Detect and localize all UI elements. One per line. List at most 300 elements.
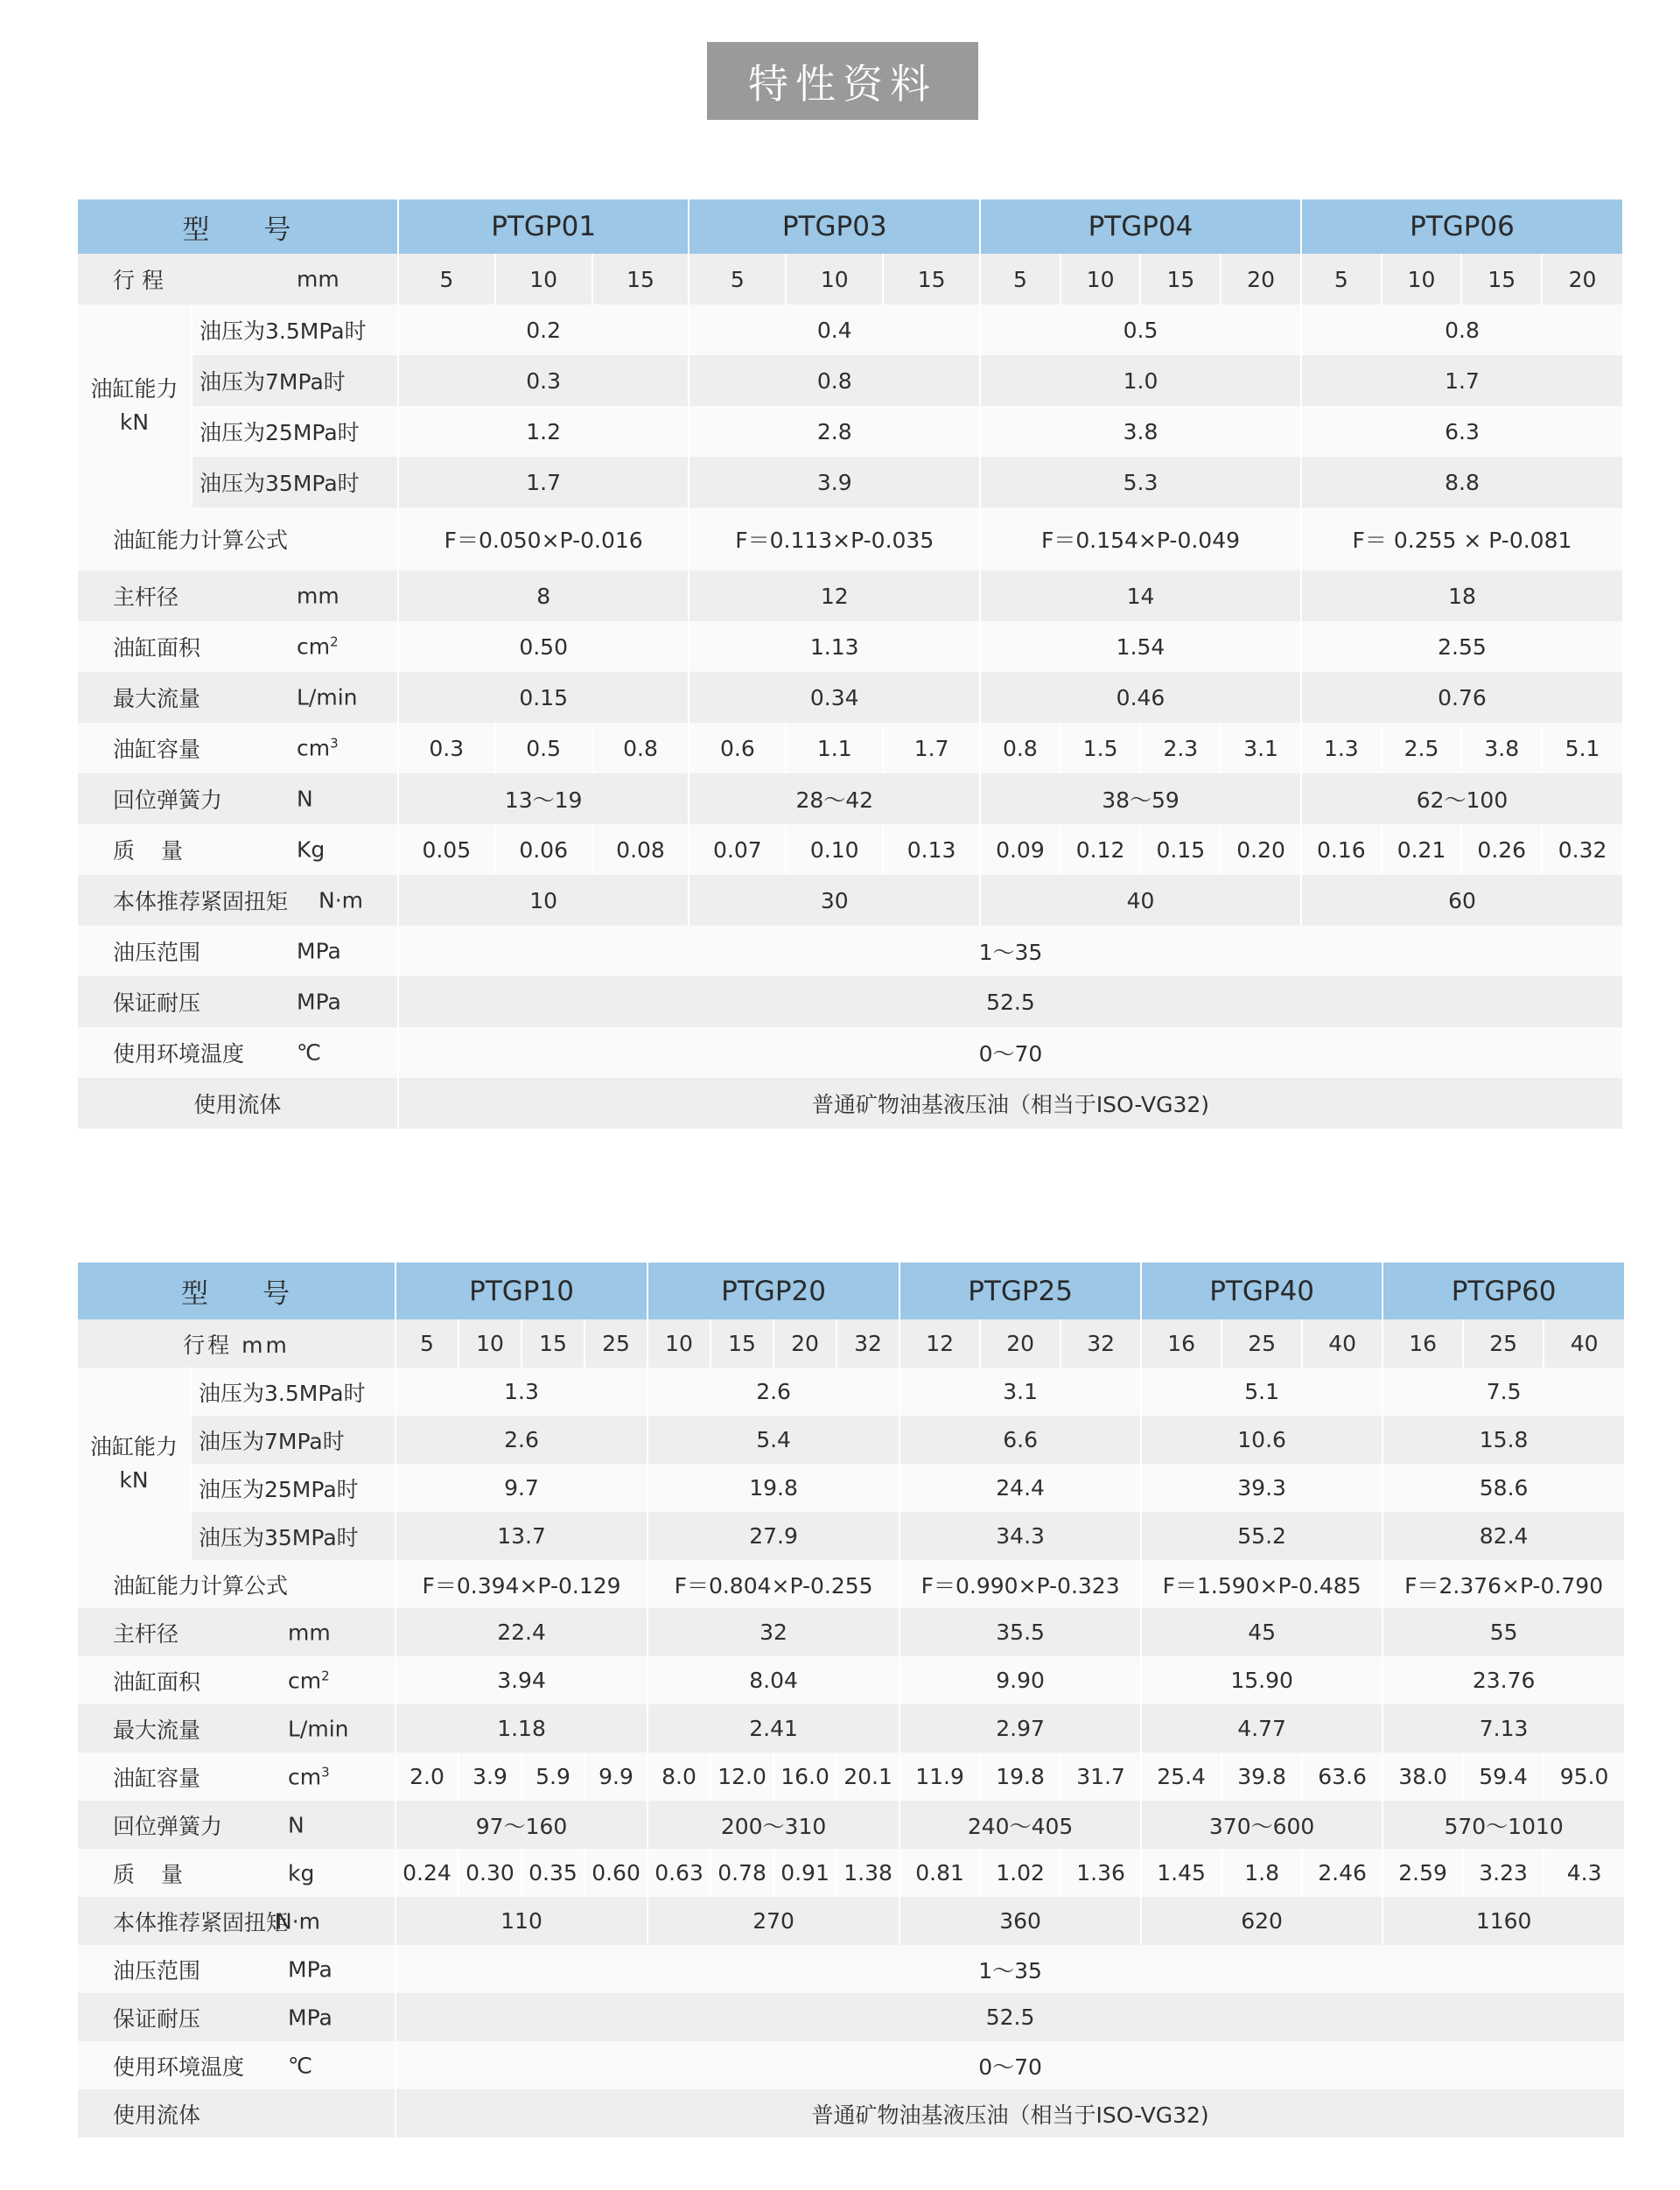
temperature-label-text: 使用环境温度 — [113, 2054, 245, 2080]
fluid-value: 普通矿物油基液压油（相当于ISO-VG32) — [398, 1078, 1622, 1129]
mass-value: 0.05 — [398, 824, 495, 875]
mass-value: 0.08 — [592, 824, 690, 875]
force-value: 1.0 — [980, 355, 1301, 406]
force-label — [78, 1368, 191, 1560]
force-unit: kN — [119, 1467, 149, 1493]
proof-pressure-row — [78, 1993, 1624, 2041]
stroke-value: 16 — [1141, 1319, 1222, 1368]
model-header-row — [78, 1263, 1624, 1319]
stroke-value: 5 — [396, 1319, 458, 1368]
pressure-condition: 油压为35MPa时 — [191, 1512, 396, 1560]
proof-pressure-unit: MPa — [297, 989, 341, 1015]
formula-row — [78, 1560, 1624, 1608]
proof-pressure-label-text: 保证耐压 — [113, 990, 201, 1016]
capacity-value: 38.0 — [1382, 1753, 1463, 1801]
pressure-range-label-text: 油压范围 — [113, 1957, 201, 1984]
spring-force-value: 62～100 — [1301, 773, 1622, 824]
temperature-label — [78, 2041, 396, 2089]
proof-pressure-value: 52.5 — [396, 1993, 1624, 2041]
torque-value: 360 — [900, 1897, 1141, 1945]
rod-diameter-value: 22.4 — [396, 1608, 648, 1656]
temperature-row — [78, 1027, 1622, 1078]
force-value: 19.8 — [648, 1464, 900, 1512]
torque-value: 40 — [980, 875, 1301, 926]
mass-row — [78, 1849, 1624, 1897]
capacity-value: 2.0 — [396, 1753, 458, 1801]
model-PTGP40: PTGP40 — [1141, 1263, 1382, 1319]
force-value: 1.3 — [396, 1368, 648, 1416]
capacity-value: 59.4 — [1463, 1753, 1544, 1801]
mass-value: 1.02 — [980, 1849, 1060, 1897]
spec-table-1 — [78, 199, 1622, 1129]
capacity-label — [78, 1753, 396, 1801]
force-row — [78, 304, 1622, 355]
force-value: 8.8 — [1301, 457, 1622, 507]
model-header-row — [78, 199, 1622, 254]
stroke-unit: mm — [297, 266, 340, 292]
stroke-value: 10 — [495, 254, 592, 304]
stroke-value: 5 — [398, 254, 495, 304]
mass-value: 0.10 — [786, 824, 883, 875]
torque-value: 1160 — [1382, 1897, 1624, 1945]
mass-unit: Kg — [297, 836, 326, 863]
formula-value: F＝ 0.255 × P-0.081 — [1301, 507, 1622, 570]
torque-label-text: 本体推荐紧固扭矩 — [113, 1909, 289, 1935]
temperature-row — [78, 2041, 1624, 2089]
stroke-value: 20 — [980, 1319, 1060, 1368]
pressure-range-label — [78, 1945, 396, 1993]
stroke-value: 15 — [883, 254, 980, 304]
proof-pressure-unit: MPa — [288, 2005, 332, 2030]
rod-diameter-value: 45 — [1141, 1608, 1382, 1656]
stroke-value: 5 — [689, 254, 786, 304]
pressure-condition: 油压为7MPa时 — [192, 355, 398, 406]
pressure-range-value: 1～35 — [398, 926, 1622, 976]
mass-value: 0.26 — [1461, 824, 1542, 875]
model-label-char-2: 号 — [262, 1278, 291, 1310]
rod-diameter-label — [78, 570, 398, 621]
capacity-label — [78, 723, 398, 773]
model-PTGP20: PTGP20 — [648, 1263, 900, 1319]
formula-value: F＝0.113×P-0.035 — [689, 507, 980, 570]
spring-force-value: 28～42 — [689, 773, 980, 824]
formula-value: F＝0.394×P-0.129 — [396, 1560, 648, 1608]
spring-force-unit: N — [288, 1812, 304, 1837]
force-label — [78, 304, 192, 507]
force-value: 5.4 — [648, 1416, 900, 1464]
stroke-label: 行程 mm — [78, 1319, 396, 1368]
pressure-condition: 油压为35MPa时 — [192, 457, 398, 507]
capacity-row — [78, 1753, 1624, 1801]
mass-value: 0.12 — [1060, 824, 1141, 875]
temperature-value: 0～70 — [396, 2041, 1624, 2089]
pressure-range-unit: MPa — [297, 938, 341, 964]
mass-value: 0.15 — [1140, 824, 1221, 875]
formula-label: 油缸能力计算公式 — [78, 507, 398, 570]
capacity-value: 0.6 — [689, 723, 786, 773]
capacity-value: 1.3 — [1301, 723, 1382, 773]
force-value: 0.8 — [1301, 304, 1622, 355]
model-PTGP25: PTGP25 — [900, 1263, 1141, 1319]
spec-table-2 — [78, 1263, 1624, 2138]
spring-force-value: 370～600 — [1141, 1801, 1382, 1849]
capacity-value: 95.0 — [1544, 1753, 1624, 1801]
mass-value: 0.35 — [522, 1849, 584, 1897]
spring-force-label — [78, 773, 398, 824]
force-row — [78, 1464, 1624, 1512]
force-value: 6.3 — [1301, 406, 1622, 457]
model-PTGP04: PTGP04 — [980, 199, 1301, 254]
mass-value: 4.3 — [1544, 1849, 1624, 1897]
stroke-value: 32 — [836, 1319, 900, 1368]
stroke-value: 10 — [786, 254, 883, 304]
torque-value: 30 — [689, 875, 980, 926]
mass-value: 3.23 — [1463, 1849, 1544, 1897]
pressure-condition: 油压为25MPa时 — [192, 406, 398, 457]
capacity-value: 0.3 — [398, 723, 495, 773]
stroke-value: 5 — [980, 254, 1060, 304]
cylinder-area-value: 23.76 — [1382, 1656, 1624, 1704]
force-row — [78, 1368, 1624, 1416]
max-flow-value: 0.34 — [689, 672, 980, 723]
cylinder-area-value: 2.55 — [1301, 621, 1622, 672]
cylinder-area-label-text: 油缸面积 — [113, 635, 201, 661]
capacity-value: 2.5 — [1382, 723, 1462, 773]
torque-label — [78, 875, 398, 926]
formula-label: 油缸能力计算公式 — [78, 1560, 396, 1608]
force-value: 0.2 — [398, 304, 690, 355]
force-row — [78, 355, 1622, 406]
proof-pressure-row — [78, 976, 1622, 1027]
capacity-row — [78, 723, 1622, 773]
capacity-value: 9.9 — [584, 1753, 648, 1801]
torque-label-text: 本体推荐紧固扭矩 — [113, 889, 289, 914]
force-value: 3.8 — [980, 406, 1301, 457]
force-row — [78, 406, 1622, 457]
force-value: 9.7 — [396, 1464, 648, 1512]
capacity-unit: $cm^3$ — [288, 1763, 330, 1790]
force-value: 7.5 — [1382, 1368, 1624, 1416]
stroke-value: 10 — [1060, 254, 1141, 304]
capacity-value: 19.8 — [980, 1753, 1060, 1801]
stroke-value: 10 — [458, 1319, 522, 1368]
force-value: 5.3 — [980, 457, 1301, 507]
stroke-value: 10 — [648, 1319, 710, 1368]
cylinder-area-unit: $cm^2$ — [297, 633, 339, 660]
formula-value: F＝1.590×P-0.485 — [1141, 1560, 1382, 1608]
torque-value: 620 — [1141, 1897, 1382, 1945]
force-value: 39.3 — [1141, 1464, 1382, 1512]
temperature-label — [78, 1027, 398, 1078]
cylinder-area-unit: $cm^2$ — [288, 1667, 330, 1694]
capacity-value: 20.1 — [836, 1753, 900, 1801]
capacity-value: 5.1 — [1542, 723, 1622, 773]
capacity-value: 25.4 — [1141, 1753, 1222, 1801]
force-value: 34.3 — [900, 1512, 1141, 1560]
mass-value: 0.30 — [458, 1849, 522, 1897]
max-flow-value: 0.46 — [980, 672, 1301, 723]
max-flow-unit: L/min — [297, 684, 358, 710]
stroke-value: 10 — [1382, 254, 1462, 304]
stroke-value: 16 — [1382, 1319, 1463, 1368]
force-value: 6.6 — [900, 1416, 1141, 1464]
spring-force-value: 97～160 — [396, 1801, 648, 1849]
mass-label — [78, 1849, 396, 1897]
force-value: 0.3 — [398, 355, 690, 406]
cylinder-area-label — [78, 621, 398, 672]
proof-pressure-label-text: 保证耐压 — [113, 2005, 201, 2032]
formula-value: F＝0.154×P-0.049 — [980, 507, 1301, 570]
stroke-value: 40 — [1302, 1319, 1382, 1368]
stroke-value: 15 — [1461, 254, 1542, 304]
rod-diameter-value: 55 — [1382, 1608, 1624, 1656]
mass-value: 0.20 — [1221, 824, 1301, 875]
model-PTGP06: PTGP06 — [1301, 199, 1622, 254]
capacity-value: 39.8 — [1222, 1753, 1302, 1801]
mass-value: 2.46 — [1302, 1849, 1382, 1897]
capacity-value: 8.0 — [648, 1753, 710, 1801]
max-flow-value: 1.18 — [396, 1704, 648, 1753]
stroke-label — [78, 254, 398, 304]
stroke-value: 15 — [522, 1319, 584, 1368]
force-value: 2.6 — [648, 1368, 900, 1416]
torque-value: 10 — [398, 875, 690, 926]
mass-value: 1.36 — [1060, 1849, 1141, 1897]
max-flow-value: 2.41 — [648, 1704, 900, 1753]
page-title: 特性资料 — [707, 42, 978, 120]
cylinder-area-row — [78, 1656, 1624, 1704]
spring-force-label-text: 回位弹簧力 — [113, 787, 223, 813]
capacity-value: 31.7 — [1060, 1753, 1141, 1801]
rod-diameter-label-text: 主杆径 — [113, 584, 179, 610]
proof-pressure-label — [78, 976, 398, 1027]
force-value: 0.4 — [689, 304, 980, 355]
torque-value: 270 — [648, 1897, 900, 1945]
cylinder-area-value: 1.13 — [689, 621, 980, 672]
stroke-value: 32 — [1060, 1319, 1141, 1368]
force-value: 3.1 — [900, 1368, 1141, 1416]
pressure-range-unit: MPa — [288, 1956, 332, 1982]
pressure-condition: 油压为3.5MPa时 — [192, 304, 398, 355]
mass-label-text: 质量 — [113, 838, 210, 864]
force-value: 2.8 — [689, 406, 980, 457]
capacity-value: 12.0 — [710, 1753, 774, 1801]
max-flow-row — [78, 672, 1622, 723]
force-value: 27.9 — [648, 1512, 900, 1560]
stroke-value: 20 — [1542, 254, 1622, 304]
fluid-value: 普通矿物油基液压油（相当于ISO-VG32) — [396, 2089, 1624, 2138]
rod-diameter-label-text: 主杆径 — [113, 1620, 179, 1647]
capacity-value: 1.7 — [883, 723, 980, 773]
capacity-value: 1.1 — [786, 723, 883, 773]
mass-value: 1.38 — [836, 1849, 900, 1897]
temperature-value: 0～70 — [398, 1027, 1622, 1078]
model-PTGP10: PTGP10 — [396, 1263, 648, 1319]
stroke-value: 15 — [1140, 254, 1221, 304]
pressure-range-label — [78, 926, 398, 976]
cylinder-area-value: 0.50 — [398, 621, 690, 672]
mass-unit: kg — [288, 1860, 315, 1886]
fluid-label: 使用流体 — [78, 1078, 398, 1129]
spring-force-value: 200～310 — [648, 1801, 900, 1849]
stroke-value: 15 — [710, 1319, 774, 1368]
fluid-row — [78, 1078, 1622, 1129]
mass-value: 0.21 — [1382, 824, 1462, 875]
torque-unit: N·m — [318, 887, 364, 913]
rod-diameter-unit: mm — [288, 1620, 331, 1645]
capacity-value: 1.5 — [1060, 723, 1141, 773]
stroke-value: 25 — [1222, 1319, 1302, 1368]
force-value: 1.2 — [398, 406, 690, 457]
model-label-char-2: 号 — [263, 213, 293, 246]
max-flow-unit: L/min — [288, 1716, 349, 1741]
capacity-value: 3.8 — [1461, 723, 1542, 773]
capacity-value: 11.9 — [900, 1753, 980, 1801]
force-label-text: 油缸能力 — [89, 1434, 178, 1459]
rod-diameter-value: 8 — [398, 570, 690, 621]
force-value: 1.7 — [1301, 355, 1622, 406]
spring-force-unit: N — [297, 786, 313, 812]
capacity-value: 2.3 — [1140, 723, 1221, 773]
force-value: 0.8 — [689, 355, 980, 406]
stroke-value: 40 — [1544, 1319, 1624, 1368]
rod-diameter-value: 18 — [1301, 570, 1622, 621]
cylinder-area-value: 3.94 — [396, 1656, 648, 1704]
max-flow-value: 7.13 — [1382, 1704, 1624, 1753]
cylinder-area-value: 9.90 — [900, 1656, 1141, 1704]
spring-force-value: 570～1010 — [1382, 1801, 1624, 1849]
rod-diameter-unit: mm — [297, 583, 340, 609]
force-value: 10.6 — [1141, 1416, 1382, 1464]
cylinder-area-value: 1.54 — [980, 621, 1301, 672]
proof-pressure-label — [78, 1993, 396, 2041]
mass-value: 0.13 — [883, 824, 980, 875]
pressure-condition: 油压为3.5MPa时 — [191, 1368, 396, 1416]
torque-row — [78, 1897, 1624, 1945]
torque-value: 110 — [396, 1897, 648, 1945]
mass-value: 0.32 — [1542, 824, 1622, 875]
stroke-value: 12 — [900, 1319, 980, 1368]
model-PTGP03: PTGP03 — [689, 199, 980, 254]
force-value: 15.8 — [1382, 1416, 1624, 1464]
rod-diameter-row — [78, 570, 1622, 621]
formula-row — [78, 507, 1622, 570]
mass-value: 0.60 — [584, 1849, 648, 1897]
cylinder-area-unit-exponent: 2 — [321, 1667, 330, 1683]
capacity-label-text: 油缸容量 — [113, 737, 201, 762]
pressure-condition: 油压为25MPa时 — [191, 1464, 396, 1512]
mass-value: 0.07 — [689, 824, 786, 875]
mass-value: 0.24 — [396, 1849, 458, 1897]
force-label-text: 油缸能力 — [90, 376, 178, 402]
capacity-value: 63.6 — [1302, 1753, 1382, 1801]
mass-label — [78, 824, 398, 875]
capacity-value: 3.1 — [1221, 723, 1301, 773]
fluid-label: 使用流体 — [78, 2089, 396, 2138]
pressure-range-label-text: 油压范围 — [113, 940, 201, 965]
mass-value: 2.59 — [1382, 1849, 1463, 1897]
force-unit: kN — [119, 409, 150, 435]
proof-pressure-value: 52.5 — [398, 976, 1622, 1027]
rod-diameter-value: 14 — [980, 570, 1301, 621]
spring-force-label — [78, 1801, 396, 1849]
pressure-condition: 油压为7MPa时 — [191, 1416, 396, 1464]
temperature-label-text: 使用环境温度 — [113, 1041, 245, 1067]
force-value: 13.7 — [396, 1512, 648, 1560]
stroke-value: 20 — [774, 1319, 836, 1368]
force-value: 55.2 — [1141, 1512, 1382, 1560]
temperature-unit: ℃ — [288, 2053, 313, 2078]
model-PTGP01: PTGP01 — [398, 199, 690, 254]
model-PTGP60: PTGP60 — [1382, 1263, 1624, 1319]
mass-value: 1.8 — [1222, 1849, 1302, 1897]
pressure-range-row — [78, 926, 1622, 976]
model-label-char-1: 型 — [182, 213, 212, 246]
stroke-label-text: 行程 — [113, 268, 172, 293]
mass-label-text: 质量 — [113, 1861, 210, 1887]
rod-diameter-row — [78, 1608, 1624, 1656]
max-flow-value: 2.97 — [900, 1704, 1141, 1753]
mass-value: 0.06 — [495, 824, 592, 875]
cylinder-area-unit-exponent: 2 — [330, 633, 339, 650]
force-value: 3.9 — [689, 457, 980, 507]
spring-row — [78, 1801, 1624, 1849]
stroke-row — [78, 1319, 1624, 1368]
spring-row — [78, 773, 1622, 824]
model-label-char-1: 型 — [181, 1278, 210, 1310]
max-flow-value: 0.15 — [398, 672, 690, 723]
cylinder-area-row — [78, 621, 1622, 672]
pressure-range-row — [78, 1945, 1624, 1993]
force-value: 0.5 — [980, 304, 1301, 355]
force-row — [78, 1416, 1624, 1464]
force-value: 2.6 — [396, 1416, 648, 1464]
force-value: 58.6 — [1382, 1464, 1624, 1512]
capacity-unit-exponent: 3 — [330, 735, 339, 752]
spring-force-label-text: 回位弹簧力 — [113, 1813, 223, 1839]
cylinder-area-label-text: 油缸面积 — [113, 1669, 201, 1695]
torque-unit: N·m — [276, 1908, 321, 1934]
formula-value: F＝0.990×P-0.323 — [900, 1560, 1141, 1608]
stroke-row — [78, 254, 1622, 304]
rod-diameter-value: 12 — [689, 570, 980, 621]
pressure-range-value: 1～35 — [396, 1945, 1624, 1993]
max-flow-label-text: 最大流量 — [113, 1717, 201, 1743]
force-value: 24.4 — [900, 1464, 1141, 1512]
torque-label — [78, 1897, 396, 1945]
max-flow-label-text: 最大流量 — [113, 686, 201, 711]
rod-diameter-value: 35.5 — [900, 1608, 1141, 1656]
temperature-unit: ℃ — [297, 1039, 322, 1066]
stroke-value: 15 — [592, 254, 690, 304]
cylinder-area-label — [78, 1656, 396, 1704]
max-flow-row — [78, 1704, 1624, 1753]
force-row — [78, 1512, 1624, 1560]
stroke-value: 25 — [584, 1319, 648, 1368]
capacity-value: 0.8 — [592, 723, 690, 773]
mass-value: 0.16 — [1301, 824, 1382, 875]
capacity-value: 16.0 — [774, 1753, 836, 1801]
fluid-row — [78, 2089, 1624, 2138]
formula-value: F＝0.804×P-0.255 — [648, 1560, 900, 1608]
cylinder-area-value: 15.90 — [1141, 1656, 1382, 1704]
force-row — [78, 457, 1622, 507]
capacity-unit: $cm^3$ — [297, 735, 339, 761]
model-label — [78, 199, 398, 254]
max-flow-value: 4.77 — [1141, 1704, 1382, 1753]
spring-force-value: 13～19 — [398, 773, 690, 824]
mass-value: 0.63 — [648, 1849, 710, 1897]
